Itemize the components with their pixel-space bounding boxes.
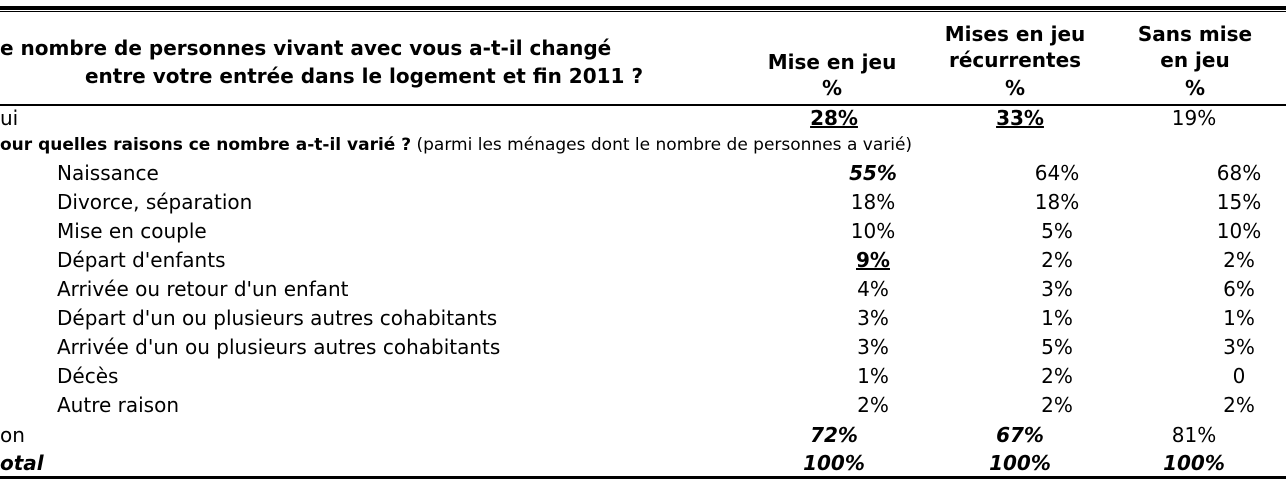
reason-col2: 1%	[1041, 306, 1073, 330]
question-line-1: e nombre de personnes vivant avec vous a-t-il changé	[0, 36, 612, 60]
reason-col1: 10%	[850, 219, 896, 243]
row-non-label: on	[0, 423, 25, 447]
col3-header-line3: %	[1184, 76, 1206, 100]
reason-label: Autre raison	[57, 393, 180, 417]
row-oui-col1: 28%	[810, 106, 858, 130]
header-rule	[0, 104, 1286, 106]
row-non-col3: 81%	[1171, 423, 1217, 447]
row-non-col1: 72%	[810, 423, 858, 447]
reason-col2: 2%	[1041, 248, 1073, 272]
reason-label: Divorce, séparation	[57, 190, 253, 214]
reasons-question-note: (parmi les ménages dont le nombre de personnes a varié)	[411, 135, 913, 155]
row-total-label: otal	[0, 451, 44, 475]
reason-col1: 1%	[857, 364, 889, 388]
reason-col3: 3%	[1223, 335, 1255, 359]
top-rule-thin	[0, 11, 1286, 12]
bottom-rule	[0, 476, 1286, 479]
col1-header-line2: %	[821, 76, 843, 100]
reason-col3: 10%	[1216, 219, 1262, 243]
reason-col3: 68%	[1216, 161, 1262, 185]
reason-label: Départ d'un ou plusieurs autres cohabitants	[57, 306, 498, 330]
row-total-col2: 100%	[989, 451, 1051, 475]
reason-col3: 6%	[1223, 277, 1255, 301]
reason-col3: 1%	[1223, 306, 1255, 330]
reason-col3: 2%	[1223, 393, 1255, 417]
reason-col2: 5%	[1041, 219, 1073, 243]
col3-header-line1: Sans mise	[1137, 22, 1253, 46]
reasons-question-bold: our quelles raisons ce nombre a-t-il varié ?	[0, 135, 412, 155]
reason-col2: 5%	[1041, 335, 1073, 359]
question-line-2: entre votre entrée dans le logement et fin 2011 ?	[84, 64, 644, 88]
col1-header-line1: Mise en jeu	[767, 50, 897, 74]
reason-col2: 2%	[1041, 364, 1073, 388]
reason-label: Naissance	[57, 161, 159, 185]
reason-col1: 2%	[857, 393, 889, 417]
reason-label: Départ d'enfants	[57, 248, 226, 272]
col2-header-line3: %	[1004, 76, 1026, 100]
row-non-col2: 67%	[996, 423, 1044, 447]
row-total-col3: 100%	[1163, 451, 1225, 475]
row-oui-col3: 19%	[1171, 106, 1217, 130]
reason-col2: 3%	[1041, 277, 1073, 301]
row-total-col1: 100%	[803, 451, 865, 475]
reason-col3: 2%	[1223, 248, 1255, 272]
col2-header-line2: récurrentes	[948, 48, 1082, 72]
reason-col1: 3%	[857, 335, 889, 359]
reason-label: Mise en couple	[57, 219, 207, 243]
reason-col3: 15%	[1216, 190, 1262, 214]
reason-label: Décès	[57, 364, 119, 388]
reason-label: Arrivée ou retour d'un enfant	[57, 277, 349, 301]
reason-col2: 18%	[1034, 190, 1080, 214]
reason-col1: 4%	[857, 277, 889, 301]
reasons-question	[0, 134, 912, 156]
reason-col2: 64%	[1034, 161, 1080, 185]
top-rule-thick	[0, 6, 1286, 10]
col2-header-line1: Mises en jeu	[944, 22, 1086, 46]
reason-col1: 9%	[856, 248, 890, 272]
col3-header-line2: en jeu	[1160, 48, 1230, 72]
reason-col1: 18%	[850, 190, 896, 214]
reason-col2: 2%	[1041, 393, 1073, 417]
row-oui-label: ui	[0, 106, 19, 130]
reason-col1: 3%	[857, 306, 889, 330]
reason-col1: 55%	[849, 161, 897, 185]
reason-label: Arrivée d'un ou plusieurs autres cohabitants	[57, 335, 501, 359]
reason-col3: 0	[1232, 364, 1246, 388]
row-oui-col2: 33%	[996, 106, 1044, 130]
